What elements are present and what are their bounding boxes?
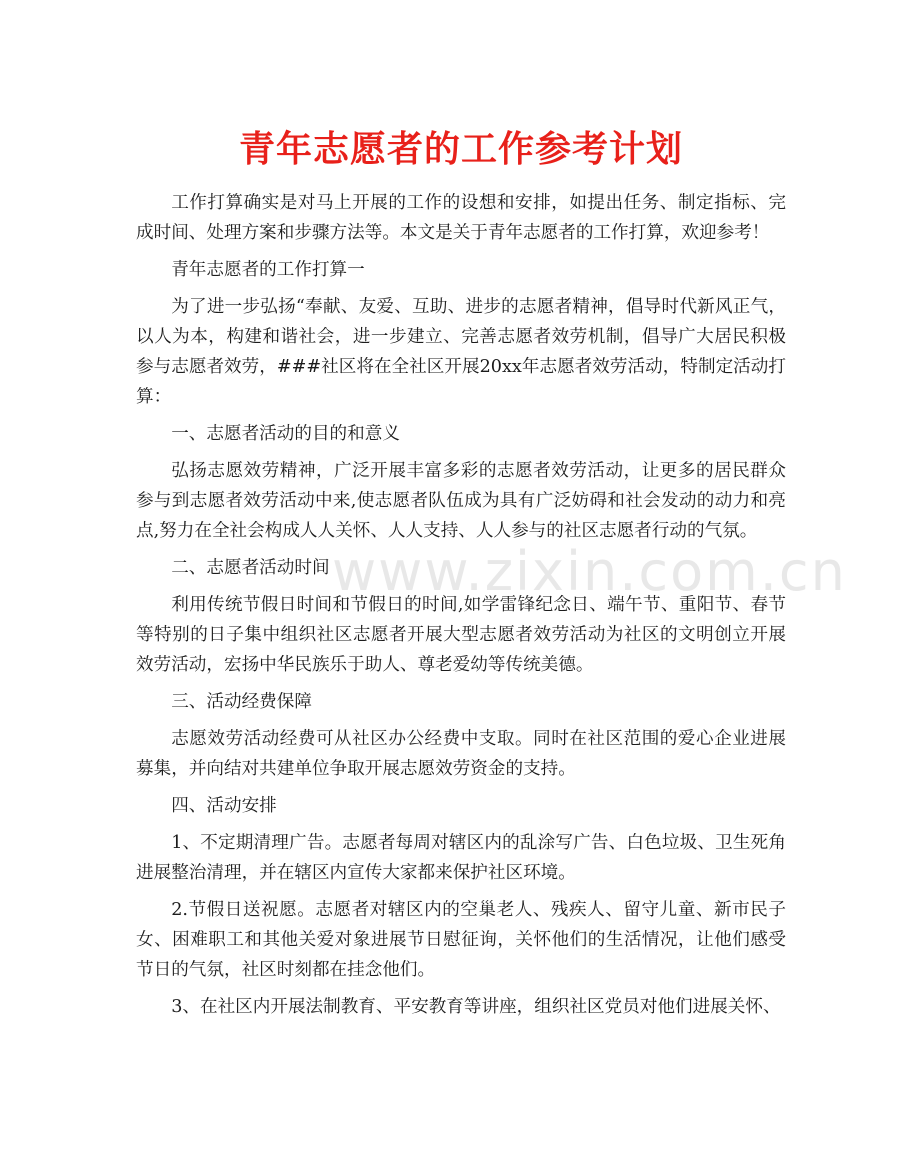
plan-one-heading: 青年志愿者的工作打算一: [171, 260, 365, 280]
section-one-heading: 一、志愿者活动的目的和意义: [171, 424, 400, 444]
activity-item-3: 3、在社区内开展法制教育、平安教育等讲座，组织社区党员对他们进展关怀、: [171, 997, 781, 1017]
section-three-heading: 三、活动经费保障: [171, 692, 312, 712]
section-four-heading: 四、活动安排: [171, 796, 277, 816]
section-two-heading: 二、志愿者活动时间: [171, 558, 330, 578]
document-content: [136, 122, 786, 1022]
section-one-paragraph: 弘扬志愿效劳精神，广泛开展丰富多彩的志愿者效劳活动，让更多的居民群众参与到志愿者效劳活动中来,使志愿者队伍成为具有广泛妨碍和社会发动的动力和亮点,努力在全社会构成人人关怀、人人支持、人人参与的社区志愿者行动的气氛。: [136, 461, 786, 541]
document-title: 青年志愿者的工作参考计划: [238, 129, 683, 170]
watermark-text: www.zixin.com.cn: [332, 540, 847, 603]
plan-one-intro-paragraph: 为了进一步弘扬“奉献、友爱、互助、进步的志愿者精神，倡导时代新风正气，以人为本，构建和谐社会，进一步建立、完善志愿者效劳机制，倡导广大居民积极参与志愿者效劳，###社区将在全社区开展20xx年志愿者效劳活动，特制定活动打算：: [136, 297, 786, 407]
activity-item-2: 2.节假日送祝愿。志愿者对辖区内的空巢老人、残疾人、留守儿童、新市民子女、困难职工和其他关爱对象进展节日慰征询，关怀他们的生活情况，让他们感受节日的气氛，社区时刻都在挂念他们。: [136, 900, 786, 980]
activity-item-1: 1、不定期清理广告。志愿者每周对辖区内的乱涂写广告、白色垃圾、卫生死角进展整治清理，并在辖区内宣传大家都来保护社区环境。: [136, 833, 786, 883]
intro-paragraph: 工作打算确实是对马上开展的工作的设想和安排，如提出任务、制定指标、完成时间、处理方案和步骤方法等。本文是关于青年志愿者的工作打算，欢迎参考！: [136, 193, 786, 243]
section-three-paragraph: 志愿效劳活动经费可从社区办公经费中支取。同时在社区范围的爱心企业进展募集，并向结对共建单位争取开展志愿效劳资金的支持。: [136, 729, 786, 779]
section-two-paragraph: 利用传统节假日时间和节假日的时间,如学雷锋纪念日、端午节、重阳节、春节等特别的日子集中组织社区志愿者开展大型志愿者效劳活动为社区的文明创立开展效劳活动，宏扬中华民族乐于助人、尊老爱幼等传统美德。: [136, 595, 786, 675]
